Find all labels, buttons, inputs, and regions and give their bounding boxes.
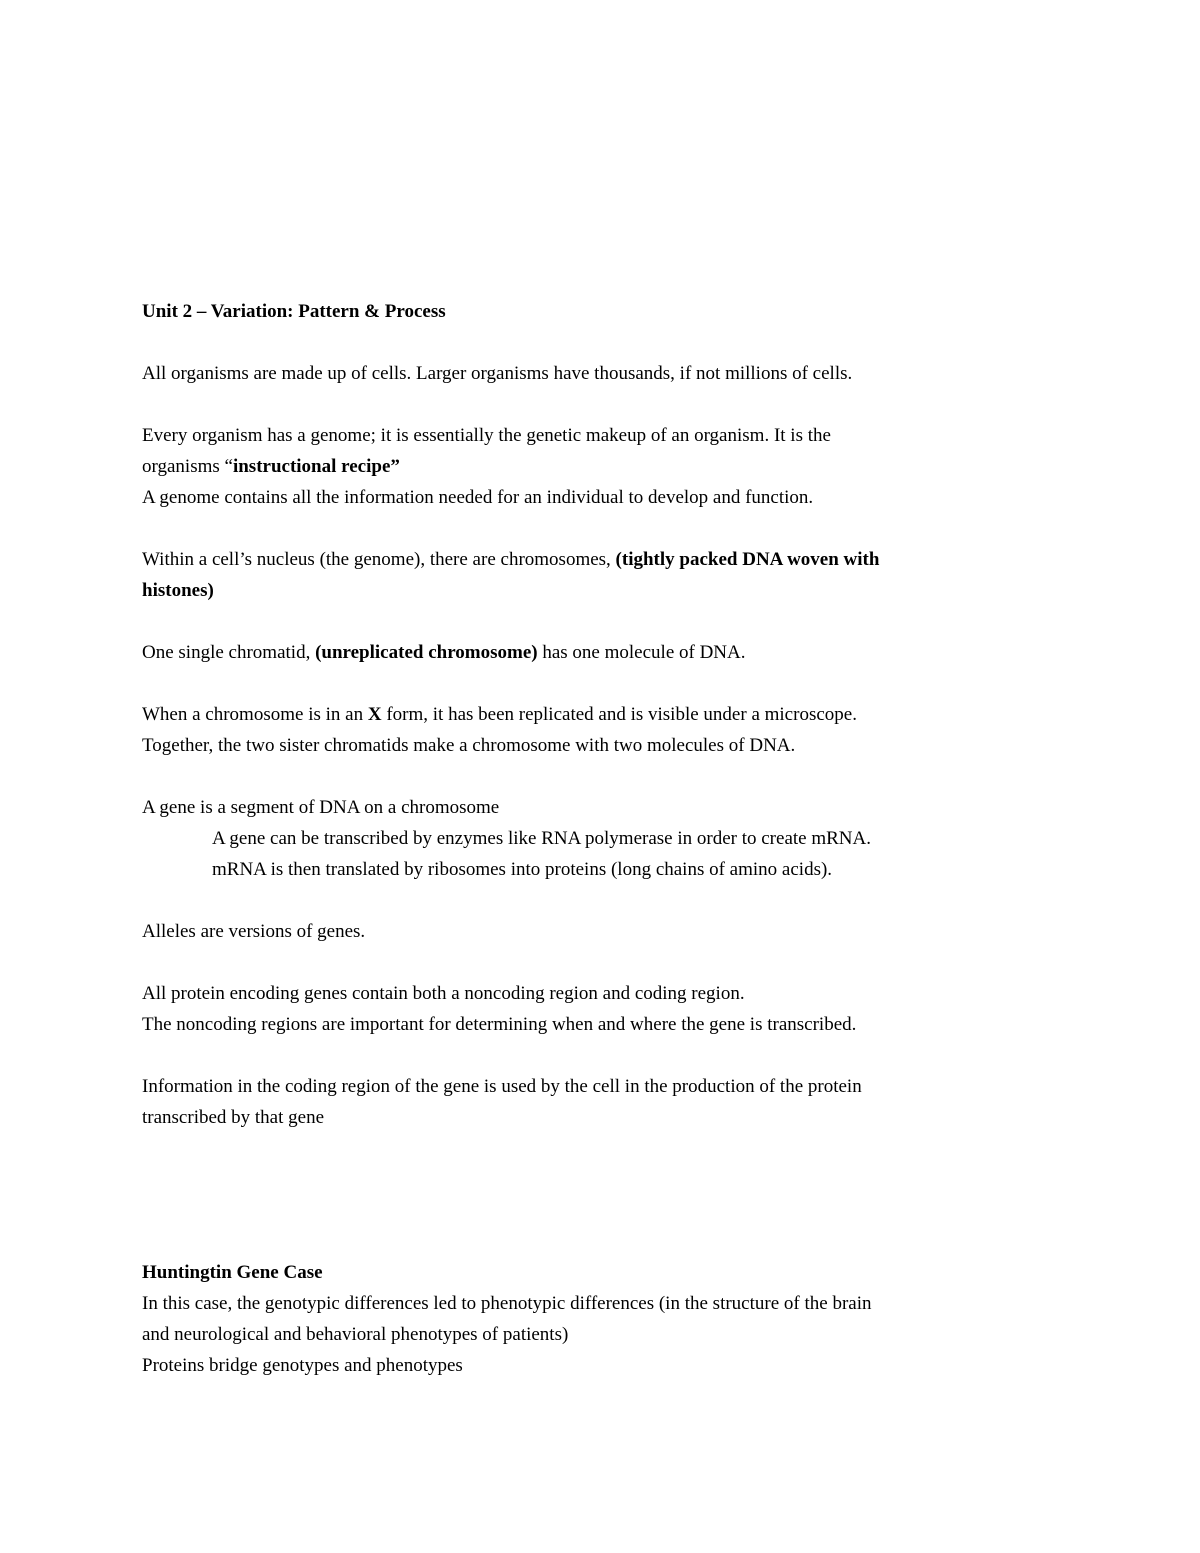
spacer: [142, 1040, 1072, 1071]
spacer: [142, 389, 1072, 420]
paragraph-chromatid: [142, 637, 1072, 668]
text: organisms “: [142, 456, 233, 477]
paragraph-genome-line2: [142, 451, 1072, 482]
section-heading: Huntingtin Gene Case: [142, 1262, 323, 1283]
emphasis-text: (tightly packed DNA woven with: [615, 549, 880, 570]
spacer: [142, 513, 1072, 544]
spacer: [142, 947, 1072, 978]
paragraph-alleles: Alleles are versions of genes.: [142, 921, 366, 942]
spacer: [142, 327, 1072, 358]
paragraph-chromosomes-line2: histones): [142, 580, 214, 601]
paragraph-gene-indent1: A gene can be transcribed by enzymes like RNA polymerase in order to create mRNA.: [212, 828, 871, 849]
spacer: [142, 761, 1072, 792]
spacer: [142, 606, 1072, 637]
emphasis-text: X: [367, 704, 382, 725]
text: One single chromatid,: [142, 642, 316, 663]
paragraph-x-form-line1: [142, 699, 1072, 730]
spacer: [142, 1133, 1072, 1257]
paragraph-genome-line3: A genome contains all the information needed for an individual to develop and function.: [142, 487, 814, 508]
paragraph-regions-line1: All protein encoding genes contain both a noncoding region and coding region.: [142, 983, 745, 1004]
text: When a chromosome is in an: [142, 704, 368, 725]
document-page: [142, 296, 1072, 1381]
case-line1: In this case, the genotypic differences led to phenotypic differences (in the structure of the brain: [142, 1293, 872, 1314]
paragraph-regions-line2: The noncoding regions are important for determining when and where the gene is transcribed.: [142, 1014, 857, 1035]
emphasis-text: (unreplicated chromosome): [315, 642, 538, 663]
page-title: Unit 2 – Variation: Pattern & Process: [142, 301, 446, 322]
paragraph-coding-line1: Information in the coding region of the gene is used by the cell in the production of the protein: [142, 1076, 862, 1097]
text: has one molecule of DNA.: [537, 642, 746, 663]
paragraph-gene-indent2: mRNA is then translated by ribosomes into proteins (long chains of amino acids).: [212, 859, 833, 880]
paragraph-coding-line2: transcribed by that gene: [142, 1107, 325, 1128]
paragraph-gene-line1: A gene is a segment of DNA on a chromosome: [142, 797, 500, 818]
paragraph-x-form-line2: Together, the two sister chromatids make a chromosome with two molecules of DNA.: [142, 735, 796, 756]
text: ”: [390, 456, 400, 477]
case-line3: Proteins bridge genotypes and phenotypes: [142, 1355, 463, 1376]
emphasis-text: instructional recipe: [232, 456, 391, 477]
spacer: [142, 668, 1072, 699]
paragraph-genome-line1: Every organism has a genome; it is essentially the genetic makeup of an organism. It is the: [142, 425, 831, 446]
text: Within a cell’s nucleus (the genome), there are chromosomes,: [142, 549, 616, 570]
case-line2: and neurological and behavioral phenotypes of patients): [142, 1324, 569, 1345]
paragraph-chromosomes-line1: [142, 544, 1072, 575]
spacer: [142, 885, 1072, 916]
text: form, it has been replicated and is visible under a microscope.: [381, 704, 857, 725]
paragraph-cells: All organisms are made up of cells. Larger organisms have thousands, if not millions of cells.: [142, 363, 853, 384]
